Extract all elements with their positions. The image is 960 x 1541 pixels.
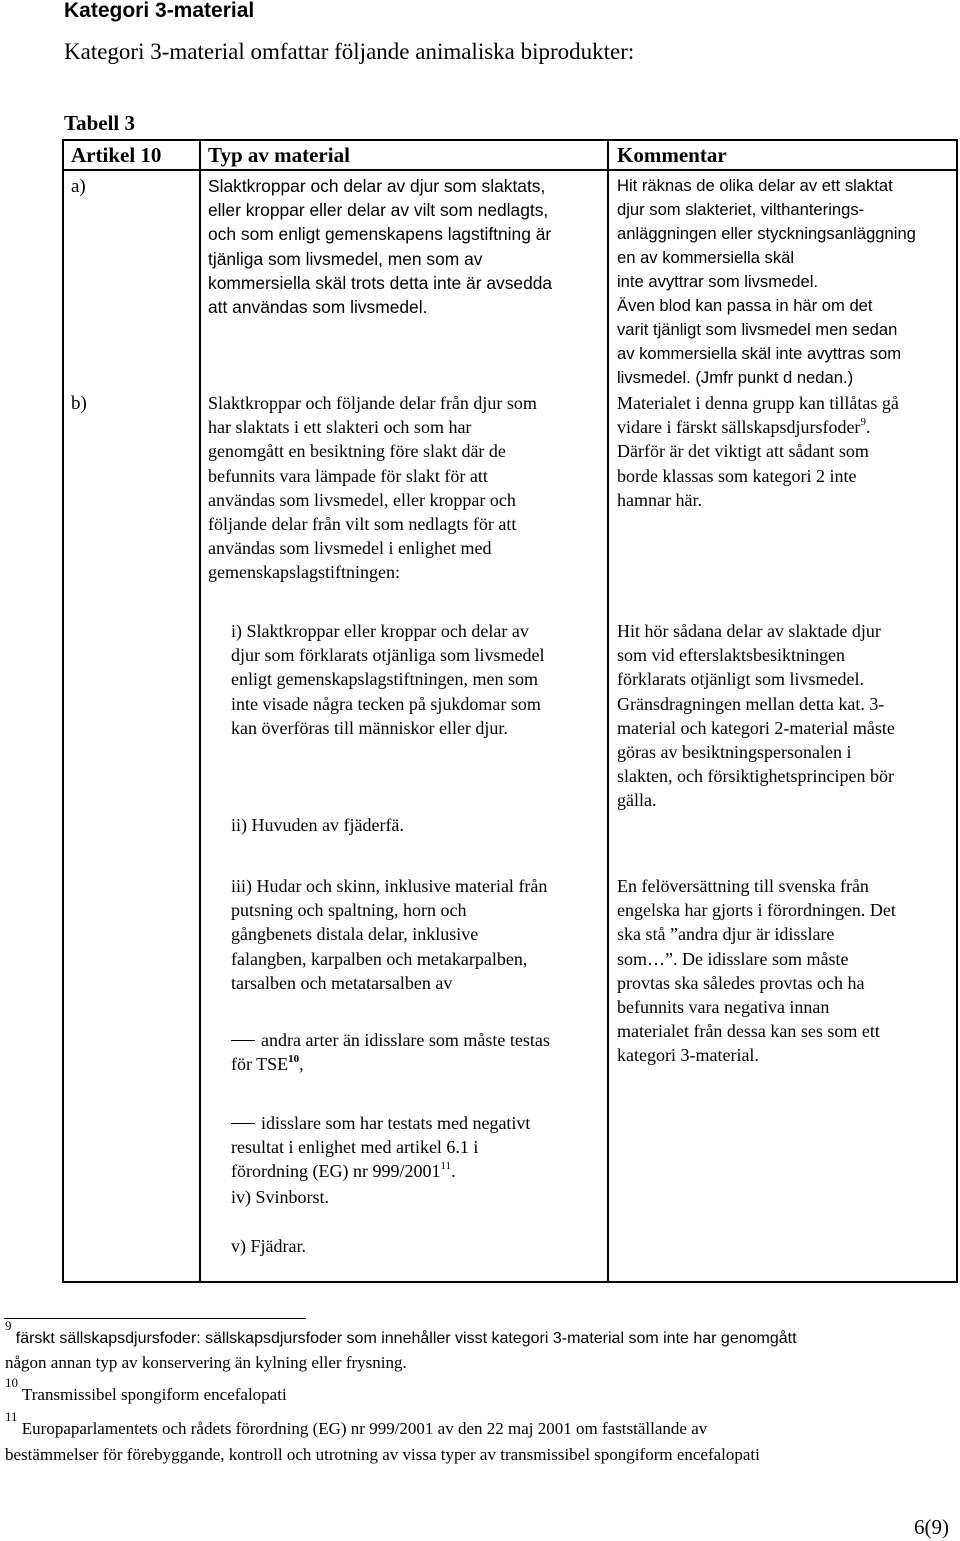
text-line: göras av besiktningspersonalen i (617, 742, 852, 763)
footnote-ref-10: 10 (288, 1053, 300, 1066)
text-line: ska stå ”andra djur är idisslare (617, 924, 835, 945)
table-border-top (63, 139, 958, 141)
text-line (231, 1052, 550, 1076)
sub-item-iii-comment (617, 874, 896, 1068)
row-a-type-text (208, 174, 552, 319)
text-line: av kommersiella skäl inte avyttras som (617, 344, 902, 363)
table-caption: Tabell 3 (64, 111, 135, 135)
text-fragment: . (451, 1161, 456, 1182)
table-border-right (956, 139, 958, 1283)
sub-item-iii-dash-other-species (231, 1028, 550, 1076)
text-line: att användas som livsmedel. (208, 297, 428, 318)
header-row-border (63, 169, 958, 171)
text-line: Materialet i denna grupp kan tillåtas gå (617, 393, 899, 413)
text-line: befunnits vara lämpade för slakt för att (208, 465, 488, 486)
text-line: provtas ska således provtas och ha (617, 972, 865, 993)
text-line: eller kroppar eller delar av vilt som nedlagts, (208, 200, 549, 221)
column-header-type: Typ av material (208, 143, 350, 167)
text-line: resultat i enlighet med artikel 6.1 i (231, 1137, 479, 1158)
text-fragment: , (299, 1054, 304, 1075)
sub-item-i-comment (617, 619, 895, 813)
footnote-number: 11 (5, 1409, 18, 1425)
text-line: material och kategori 2-material måste (617, 717, 895, 738)
em-dash-glyph (231, 1040, 255, 1042)
text-line (231, 1159, 530, 1183)
text-line: som…”. De idisslare som måste (617, 948, 849, 969)
text-fragment: . (865, 417, 871, 438)
text-line: Hit hör sådana delar av slaktade djur (617, 621, 881, 641)
table-border-left (62, 139, 64, 1283)
text-line (5, 1318, 960, 1351)
text-line: tjänliga som livsmedel, men som av (208, 248, 483, 269)
sub-item-v-text: v) Fjädrar. (231, 1236, 306, 1256)
text-line: En felöversättning till svenska från (617, 876, 869, 896)
text-line (231, 1028, 550, 1052)
text-line: materialet från dessa kan ses som ett (617, 1021, 880, 1042)
text-line: varit tjänligt som livsmedel men sedan (617, 320, 898, 339)
footnote-10 (5, 1375, 287, 1407)
text-line: Därför är det viktigt att sådant som (617, 441, 869, 462)
text-line: bestämmelser för förebyggande, kontroll och utrotning av vissa typer av transmissibel spongiform encefalopati (5, 1445, 760, 1464)
text-line: följande delar från vilt som nedlagts för att (208, 514, 517, 535)
text-line: kategori 3-material. (617, 1045, 759, 1066)
text-line: gångbenets distala delar, inklusive (231, 924, 479, 945)
text-line: kan överföras till människor eller djur. (231, 717, 508, 738)
footnote-text: färskt sällskapsdjursfoder: sällskapsdjursfoder som innehåller visst kategori 3-material som inte har genomgått (15, 1330, 797, 1347)
footnote-ref-11: 11 (440, 1160, 452, 1173)
column-header-comment: Kommentar (617, 143, 727, 167)
text-line (617, 415, 899, 439)
text-line: tarsalben och metatarsalben av (231, 972, 453, 993)
table-border-bottom (63, 1281, 958, 1283)
text-line: falangben, karpalben och metakarpalben, (231, 948, 528, 969)
text-line: inte visade några tecken på sjukdomar som (231, 693, 541, 714)
text-line: slakten, och försiktighetsprincipen bör (617, 766, 894, 787)
column-divider-1 (199, 139, 201, 1283)
footnote-9 (5, 1318, 960, 1375)
text-line: som vid efterslaktsbesiktningen (617, 645, 845, 666)
text-line: djur som slakteriet, vilthanterings- (617, 200, 865, 219)
text-line: Hit räknas de olika delar av ett slaktat (617, 176, 893, 195)
row-a-label: a) (71, 176, 86, 197)
row-b-comment-text (617, 391, 899, 512)
text-line: och som enligt gemenskapens lagstiftning är (208, 224, 552, 245)
text-line: hamnar här. (617, 489, 702, 510)
text-fragment: för TSE (231, 1054, 289, 1075)
page-number: 6(9) (914, 1515, 949, 1539)
text-line: putsning och spaltning, horn och (231, 900, 467, 921)
text-line: inte avyttrar som livsmedel. (617, 272, 819, 291)
text-line: anläggningen eller styckningsanläggningen av kommersiella skäl (617, 224, 916, 267)
column-divider-2 (607, 139, 609, 1283)
sub-item-i-text (231, 619, 544, 740)
text-line: Även blod kan passa in här om det (617, 296, 873, 315)
footnote-ref-9: 9 (860, 416, 866, 429)
text-line (231, 1111, 530, 1135)
text-line: befunnits vara negativa innan (617, 997, 830, 1018)
em-dash-glyph (231, 1123, 255, 1125)
row-a-comment-text (617, 174, 917, 390)
text-line: har slaktats i ett slakteri och som har (208, 417, 472, 438)
column-header-article: Artikel 10 (71, 143, 162, 167)
sub-item-iii-text (231, 874, 547, 995)
footnote-11 (5, 1409, 960, 1468)
footnote-text: Transmissibel spongiform encefalopati (21, 1385, 287, 1404)
text-fragment: idisslare som har testats med negativt (261, 1113, 531, 1133)
text-line: i) Slaktkroppar eller kroppar och delar av (231, 621, 529, 641)
text-line: kommersiella skäl trots detta inte är avsedda (208, 272, 553, 293)
text-line: användas som livsmedel, eller kroppar och (208, 489, 516, 510)
footnote-separator (4, 1318, 306, 1319)
text-line: iii) Hudar och skinn, inklusive material från (231, 876, 548, 896)
text-line: användas som livsmedel i enlighet med (208, 538, 492, 559)
text-fragment: vidare i färskt sällskapsdjursfoder (617, 417, 861, 438)
text-fragment: förordning (EG) nr 999/2001 (231, 1161, 441, 1182)
footnote-number: 9 (5, 1318, 12, 1334)
text-line: borde klassas som kategori 2 inte (617, 465, 857, 486)
text-line: förklarats otjänligt som livsmedel. (617, 669, 864, 690)
text-line (5, 1409, 960, 1442)
text-fragment: andra arter än idisslare som måste testas (261, 1030, 550, 1050)
text-line: livsmedel. (Jmfr punkt d nedan.) (617, 368, 854, 387)
text-line: Gränsdragningen mellan detta kat. 3- (617, 693, 885, 714)
text-line: Slaktkroppar och delar av djur som slaktats, (208, 176, 546, 196)
text-line: någon annan typ av konservering än kylning eller frysning. (5, 1353, 407, 1372)
footnote-number: 10 (5, 1375, 18, 1391)
text-line: genomgått en besiktning före slakt där de (208, 441, 506, 462)
footnote-text: Europaparlamentets och rådets förordning (EG) nr 999/2001 av den 22 maj 2001 om fastställande av (21, 1419, 708, 1438)
sub-item-iv-text: iv) Svinborst. (231, 1187, 330, 1207)
row-b-type-text (208, 391, 537, 585)
text-line (5, 1375, 287, 1407)
page-heading: Kategori 3-material (64, 0, 255, 22)
text-line: djur som förklarats otjänliga som livsmedel (231, 645, 545, 666)
text-line: Slaktkroppar och följande delar från djur som (208, 393, 537, 413)
text-line: enligt gemenskapslagstiftningen, men som (231, 669, 538, 690)
text-line: gälla. (617, 790, 657, 811)
intro-text: Kategori 3-material omfattar följande animaliska biprodukter: (64, 39, 635, 64)
sub-item-iii-dash-ruminants (231, 1111, 530, 1184)
text-line: gemenskapslagstiftningen: (208, 562, 400, 583)
sub-item-ii-text: ii) Huvuden av fjäderfä. (231, 815, 404, 835)
row-b-label: b) (71, 393, 87, 414)
text-line: engelska har gjorts i förordningen. Det (617, 900, 896, 921)
